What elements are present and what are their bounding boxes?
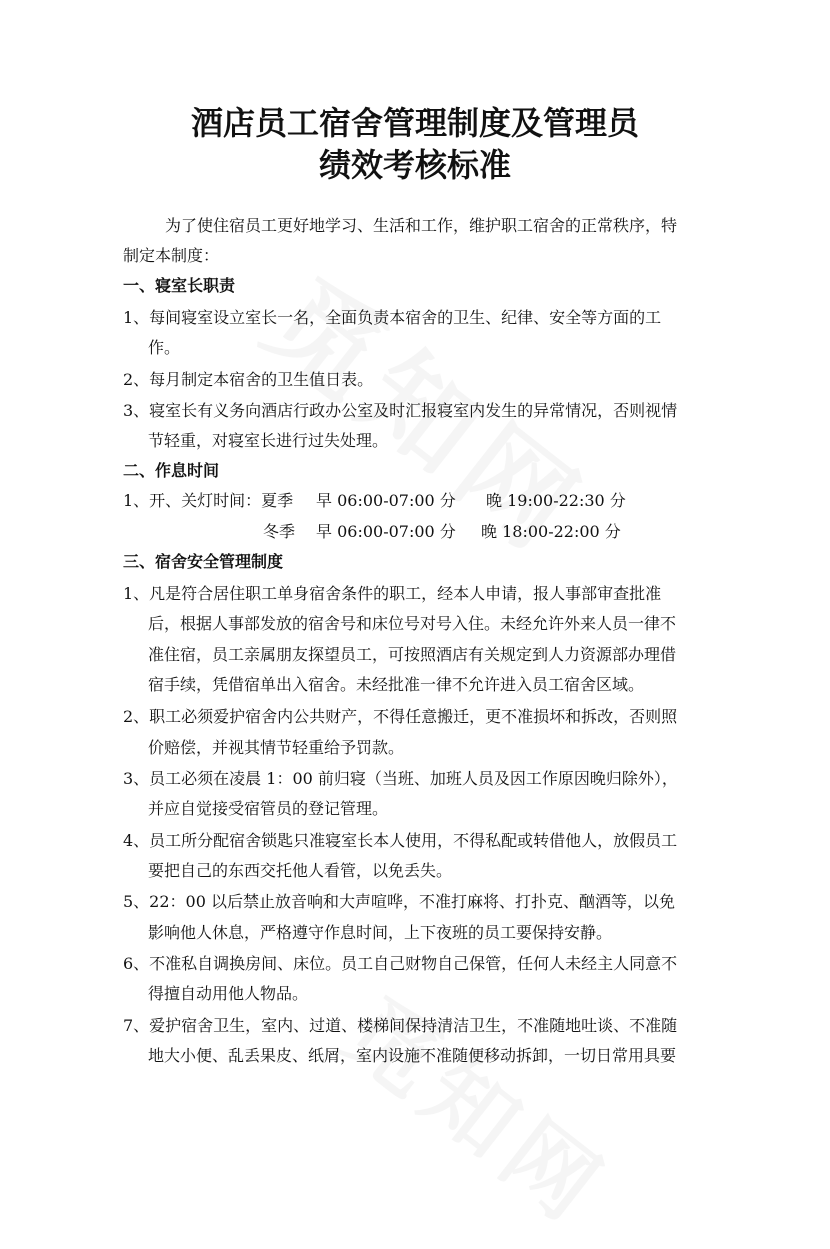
list-item-continuation: 要把自己的东西交托他人看管，以免丢失。	[148, 861, 453, 880]
list-item: 2、职工必须爱护宿舍内公共财产，不得任意搬迁，更不准损坏和拆改，否则照	[123, 707, 678, 726]
list-item: 5、22：00 以后禁止放音响和大声喧哗，不准打麻将、打扑克、酗酒等，以免	[123, 892, 675, 911]
list-item-continuation: 并应自觉接受宿管员的登记管理。	[148, 799, 389, 818]
list-item-continuation: 影响他人休息，严格遵守作息时间，上下夜班的员工要保持安静。	[148, 923, 613, 942]
list-item-continuation: 后，根据人事部发放的宿舍号和床位号对号入住。未经允许外来人员一律不	[148, 614, 677, 633]
section-heading: 一、寝室长职责	[123, 276, 236, 295]
winter-morning-time: 早 06:00-07:00 分	[316, 522, 456, 541]
intro-line: 为了使住宿员工更好地学习、生活和工作，维护职工宿舍的正常秩序，特	[165, 216, 678, 235]
summer-morning-time: 早 06:00-07:00 分	[316, 491, 456, 510]
list-item-continuation: 得擅自动用他人物品。	[148, 984, 309, 1003]
list-item-continuation: 价赔偿，并视其情节轻重给予罚款。	[148, 738, 405, 757]
winter-label: 冬季	[263, 522, 296, 541]
list-item: 1、凡是符合居住职工单身宿舍条件的职工，经本人申请，报人事部审查批准	[123, 584, 662, 603]
document-title-line1: 酒店员工宿舍管理制度及管理员	[190, 104, 639, 142]
list-item: 4、员工所分配宿舍锁匙只准寝室长本人使用，不得私配或转借他人，放假员工	[123, 831, 678, 850]
list-item: 7、爱护宿舍卫生，室内、过道、楼梯间保持清洁卫生，不准随地吐谈、不准随	[123, 1016, 678, 1035]
section-heading: 三、宿舍安全管理制度	[123, 552, 284, 571]
list-item: 2、每月制定本宿舍的卫生值日表。	[123, 370, 374, 389]
watermark	[322, 961, 638, 1248]
schedule-label: 1、开、关灯时间：夏季	[123, 491, 294, 510]
list-item: 3、员工必须在凌晨 1：00 前归寝（当班、加班人员及因工作原因晚归除外），	[123, 769, 678, 788]
list-item-continuation: 节轻重，对寝室长进行过失处理。	[148, 431, 389, 450]
intro-line: 制定本制度：	[123, 246, 220, 265]
summer-evening-time: 晚 19:00-22:30 分	[486, 491, 626, 510]
list-item-continuation: 准住宿，员工亲属朋友探望员工，可按照酒店有关规定到人力资源部办理借	[148, 645, 677, 664]
winter-evening-time: 晚 18:00-22:00 分	[481, 522, 621, 541]
section-heading: 二、作息时间	[123, 461, 220, 480]
list-item-continuation: 地大小便、乱丢果皮、纸屑，室内设施不准随便移动拆卸，一切日常用具要	[148, 1046, 677, 1065]
list-item: 3、寝室长有义务向酒店行政办公室及时汇报寝室内发生的异常情况，否则视情	[123, 401, 678, 420]
list-item-continuation: 宿手续，凭借宿单出入宿舍。未经批准一律不允许进入员工宿舍区域。	[148, 675, 645, 694]
list-item-continuation: 作。	[148, 338, 181, 357]
list-item: 1、每间寝室设立室长一名，全面负责本宿舍的卫生、纪律、安全等方面的工	[123, 308, 662, 327]
document-title-line2: 绩效考核标准	[318, 146, 511, 184]
list-item: 6、不准私自调换房间、床位。员工自己财物自己保管，任何人未经主人同意不	[123, 954, 678, 973]
